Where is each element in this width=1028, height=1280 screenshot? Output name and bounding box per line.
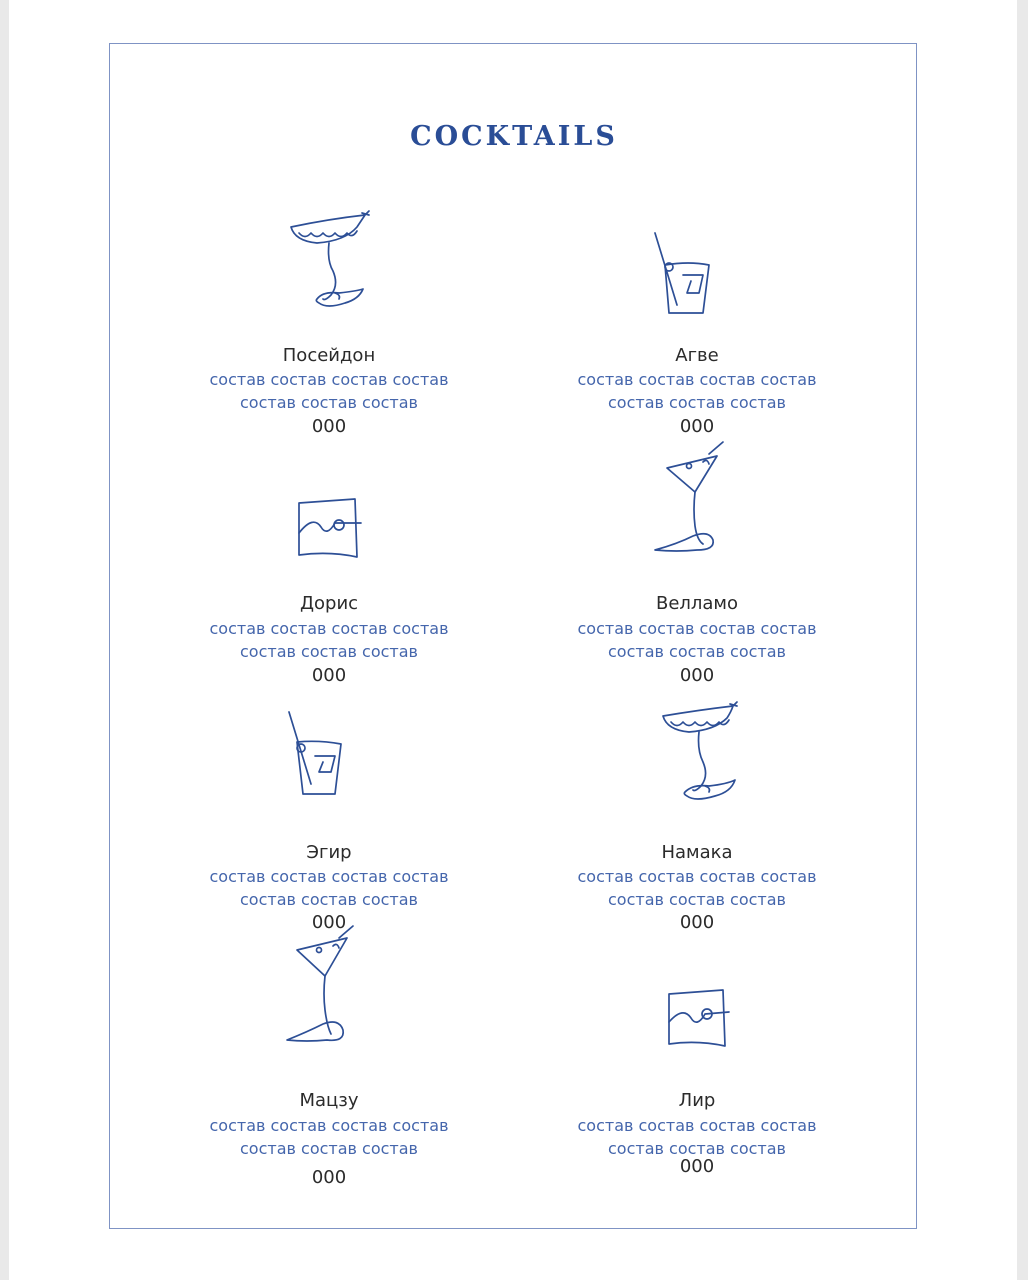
- cocktail-name: Велламо: [655, 593, 739, 614]
- cocktail-name: Намака: [661, 842, 733, 863]
- cocktail-name: Мацзу: [299, 1090, 359, 1111]
- cocktail-price: 000: [679, 1156, 715, 1177]
- cocktail-ingredients: [159, 865, 499, 911]
- cocktail-item-vellamo: [527, 440, 867, 690]
- coupe-glass-icon: [269, 205, 389, 325]
- cocktail-item-matszu: [159, 930, 499, 1195]
- ingredients-line-1: состав состав состав состав: [577, 867, 817, 886]
- cocktail-price: 000: [311, 1167, 347, 1188]
- ingredients-line-2: состав состав состав: [608, 1139, 786, 1158]
- martini-glass-icon: [637, 440, 757, 560]
- cocktail-price: 000: [311, 665, 347, 686]
- ingredients-line-1: состав состав состав состав: [209, 619, 449, 638]
- square-glass-icon: [269, 455, 389, 575]
- cocktail-price: 000: [679, 665, 715, 686]
- ingredients-line-2: состав состав состав: [240, 890, 418, 909]
- ingredients-line-1: состав состав состав состав: [577, 619, 817, 638]
- ingredients-line-1: состав состав состав состав: [209, 1116, 449, 1135]
- cocktail-price: 000: [679, 416, 715, 437]
- tumbler-straw-icon: [637, 205, 757, 325]
- cocktail-price: 000: [679, 912, 715, 933]
- ingredients-line-1: состав состав состав состав: [577, 1116, 817, 1135]
- ingredients-line-1: состав состав состав состав: [209, 370, 449, 389]
- cocktail-ingredients: [527, 865, 867, 911]
- ingredients-line-2: состав состав состав: [608, 890, 786, 909]
- cocktail-item-namaka: [527, 700, 867, 940]
- ingredients-line-2: состав состав состав: [608, 393, 786, 412]
- cocktail-name: Лир: [678, 1090, 716, 1111]
- cocktail-name: Агве: [675, 345, 719, 366]
- ingredients-line-2: состав состав состав: [240, 1139, 418, 1158]
- cocktail-price: 000: [311, 912, 347, 933]
- cocktail-name: Дорис: [299, 593, 359, 614]
- cocktail-ingredients: [159, 368, 499, 414]
- cocktail-ingredients: [527, 1114, 867, 1160]
- cocktail-name: Эгир: [306, 842, 352, 863]
- ingredients-line-2: состав состав состав: [608, 642, 786, 661]
- square-glass-icon: [637, 950, 757, 1070]
- ingredients-line-1: состав состав состав состав: [209, 867, 449, 886]
- cocktail-ingredients: [527, 368, 867, 414]
- ingredients-line-1: состав состав состав состав: [577, 370, 817, 389]
- cocktail-item-doris: [159, 455, 499, 695]
- cocktail-name: Посейдон: [282, 345, 376, 366]
- tumbler-straw-icon: [269, 700, 389, 820]
- page-title: COCKTAILS: [410, 121, 618, 152]
- cocktail-item-egir: [159, 700, 499, 940]
- martini-glass-icon: [269, 930, 389, 1050]
- cocktail-price: 000: [311, 416, 347, 437]
- cocktail-item-lir: [527, 950, 867, 1190]
- ingredients-line-2: состав состав состав: [240, 642, 418, 661]
- ingredients-line-2: состав состав состав: [240, 393, 418, 412]
- cocktail-ingredients: [159, 1114, 499, 1160]
- cocktail-ingredients: [527, 617, 867, 663]
- cocktail-item-poseidon: [159, 205, 499, 445]
- cocktail-item-agve: [527, 205, 867, 445]
- coupe-glass-icon: [637, 700, 757, 820]
- cocktail-ingredients: [159, 617, 499, 663]
